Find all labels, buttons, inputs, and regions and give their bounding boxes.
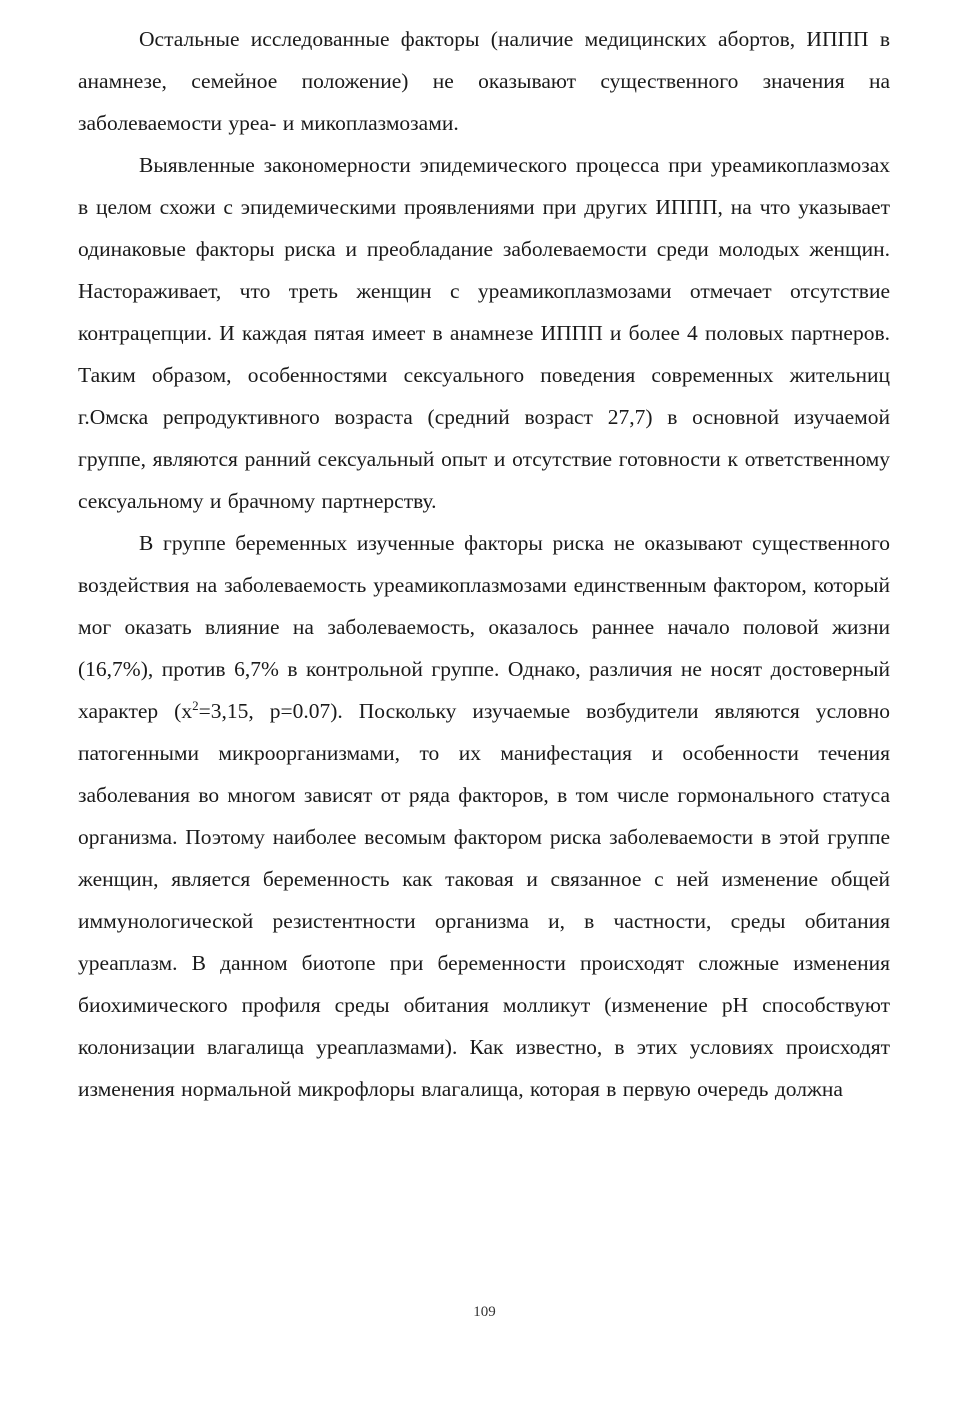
paragraph-3-text-end: =3,15, р=0.07). Поскольку изучаемые возбудители являются условно патогенными микроорганизмами, то их манифестация и особенности течения заболевания во многом зависят от ряда факторов, в том числе гормонального статуса организма. Поэтому наиболее весомым фактором риска заболеваемости в этой группе женщин, является беременность как таковая и связанное с ней изменение общей иммунологической резистентности организма и, в частности, среды обитания уреаплазм. В данном биотопе при беременности происходят сложные изменения биохимического профиля среды обитания молликут (изменение рН способствуют колонизации влагалища уреаплазмами). Как известно, в этих условиях происходят изменения нормальной микрофлоры влагалища, которая в первую очередь должна <box>78 699 890 1101</box>
paragraph-2: Выявленные закономерности эпидемического процесса при уреамикоплазмозах в целом схожи с эпидемическими проявлениями при других ИППП, на что указывает одинаковые факторы риска и преобладание заболеваемости среди молодых женщин. Настораживает, что треть женщин с уреамикоплазмозами отмечает отсутствие контрацепции. И каждая пятая имеет в анамнезе ИППП и более 4 половых партнеров. Таким образом, особенностями сексуального поведения современных жительниц г.Омска репродуктивного возраста (средний возраст 27,7) в основной изучаемой группе, являются ранний сексуальный опыт и отсутствие готовности к ответственному сексуальному и брачному партнерству. <box>78 153 890 513</box>
paragraph-3 <box>78 522 890 1110</box>
chi-square-superscript: 2 <box>192 697 199 713</box>
paragraph-3-text-start: В группе беременных изученные факторы риска не оказывают существенного воздействия на заболеваемость уреамикоплазмозами единственным фактором, который мог оказать влияние на заболеваемость, оказалось раннее начало половой жизни (16,7%), против 6,7% в контрольной группе. Однако, различия не носят достоверный характер (х <box>78 531 890 723</box>
paragraph-1: Остальные исследованные факторы (наличие медицинских абортов, ИППП в анамнезе, семейное положение) не оказывают существенного значения на заболеваемости уреа- и микоплазмозами. <box>78 27 890 135</box>
page-number: 109 <box>473 1304 496 1320</box>
document-page <box>78 18 890 1110</box>
